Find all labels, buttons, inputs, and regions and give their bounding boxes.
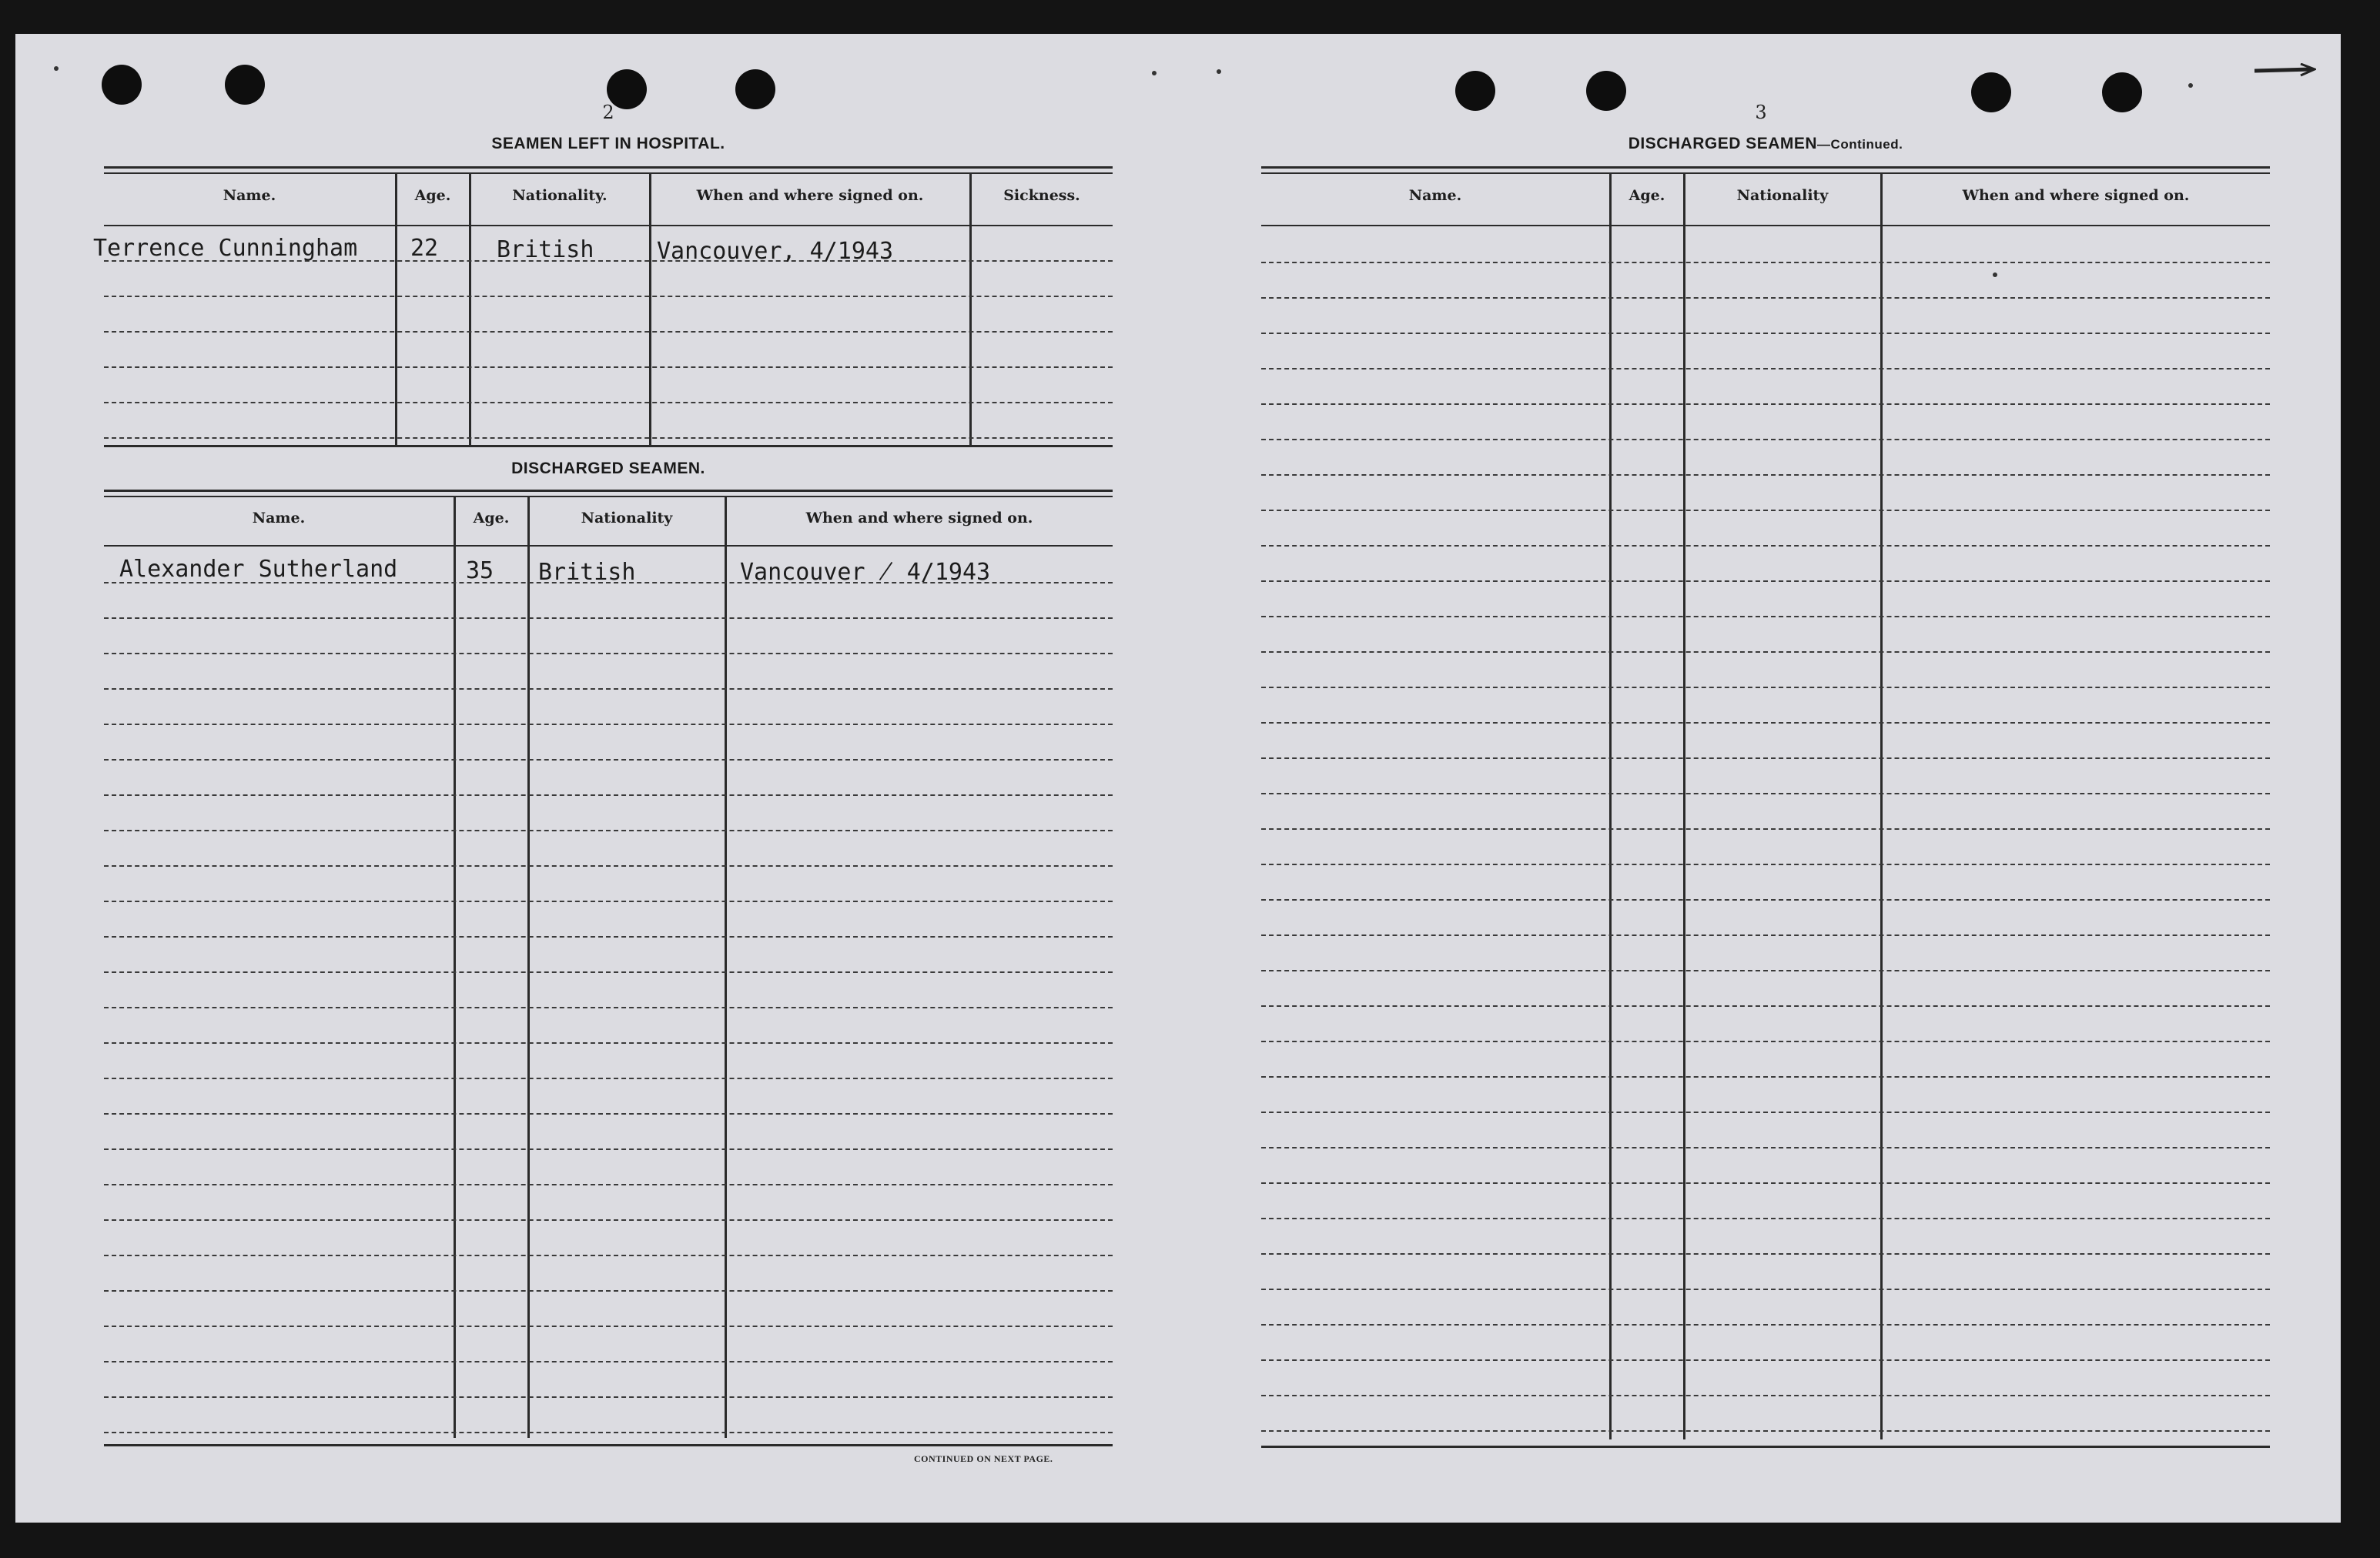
page-number-left: 2 xyxy=(602,102,614,123)
right-row-line xyxy=(1261,1112,2270,1113)
right-row-line xyxy=(1261,510,2270,511)
right-row-line xyxy=(1261,1359,2270,1361)
discharged-row-line xyxy=(104,724,1113,725)
hospital-row-line xyxy=(104,402,1113,403)
ink-speck xyxy=(1993,272,1997,277)
hospital-row-age: 22 xyxy=(410,235,439,262)
punch-hole xyxy=(1586,71,1626,111)
hospital-row-nationality: British xyxy=(497,236,594,263)
right-col-name: Name. xyxy=(1408,187,1462,204)
hospital-col-nationality: Nationality. xyxy=(512,187,608,204)
discharged-row-line xyxy=(104,1219,1113,1221)
right-top-rule-2 xyxy=(1261,172,2270,174)
hospital-col-divider xyxy=(469,174,471,445)
discharged-row-line xyxy=(104,759,1113,761)
hospital-row-line xyxy=(104,366,1113,368)
discharged-row-line xyxy=(104,1432,1113,1433)
continued-footer-note: CONTINUED ON NEXT PAGE. xyxy=(914,1453,1053,1464)
right-row-line xyxy=(1261,297,2270,299)
discharged-row-line xyxy=(104,688,1113,690)
discharged-row-line xyxy=(104,1255,1113,1256)
right-row-line xyxy=(1261,1182,2270,1184)
right-col-divider xyxy=(1683,174,1685,1439)
page-number-right: 3 xyxy=(1755,102,1767,123)
punch-hole xyxy=(1971,72,2011,112)
discharged-row-signed-on: Vancouver ̸ 4/1943 xyxy=(740,559,991,586)
right-col-age: Age. xyxy=(1629,187,1665,204)
punch-hole xyxy=(1455,71,1495,111)
right-row-line xyxy=(1261,1076,2270,1078)
discharged-col-name: Name. xyxy=(252,510,306,527)
right-row-line xyxy=(1261,1395,2270,1396)
discharged-row-line xyxy=(104,617,1113,619)
punch-hole xyxy=(2102,72,2142,112)
ink-speck xyxy=(54,66,59,71)
right-row-line xyxy=(1261,899,2270,901)
hospital-row-line xyxy=(104,437,1113,439)
discharged-row-line xyxy=(104,1326,1113,1327)
discharged-top-rule xyxy=(104,490,1113,492)
right-row-line xyxy=(1261,757,2270,759)
discharged-row-line xyxy=(104,1078,1113,1079)
right-row-line xyxy=(1261,580,2270,582)
document-sheet xyxy=(15,34,2341,1523)
hospital-section-title: SEAMEN LEFT IN HOSPITAL. xyxy=(491,135,725,152)
right-row-line xyxy=(1261,474,2270,476)
discharged-row-line xyxy=(104,653,1113,654)
discharged-row-line xyxy=(104,1007,1113,1008)
discharged-row-line xyxy=(104,1361,1113,1362)
discharged-continued-title-main: DISCHARGED SEAMEN xyxy=(1628,135,1818,152)
discharged-col-signed-on: When and where signed on. xyxy=(805,510,1033,527)
discharged-row-line xyxy=(104,1396,1113,1398)
discharged-row-line xyxy=(104,865,1113,867)
right-bottom-rule xyxy=(1261,1446,2270,1448)
right-row-line xyxy=(1261,1289,2270,1290)
discharged-col-nationality: Nationality xyxy=(581,510,673,527)
punch-hole xyxy=(102,65,142,105)
hospital-top-rule xyxy=(104,166,1113,169)
right-row-line xyxy=(1261,403,2270,405)
hospital-col-divider xyxy=(969,174,972,445)
discharged-continued-title-suffix: —Continued. xyxy=(1817,137,1903,152)
right-row-line xyxy=(1261,828,2270,830)
discharged-row-line xyxy=(104,1148,1113,1150)
right-row-line xyxy=(1261,1005,2270,1007)
right-row-line xyxy=(1261,1430,2270,1432)
right-row-line xyxy=(1261,368,2270,369)
hospital-row-line xyxy=(104,331,1113,333)
hospital-col-age: Age. xyxy=(414,187,451,204)
discharged-row-line xyxy=(104,830,1113,831)
right-col-signed-on: When and where signed on. xyxy=(1962,187,2190,204)
discharged-row-line xyxy=(104,1290,1113,1292)
right-row-line xyxy=(1261,333,2270,334)
discharged-row-line xyxy=(104,901,1113,902)
right-row-line xyxy=(1261,793,2270,794)
discharged-col-age: Age. xyxy=(473,510,510,527)
right-row-line xyxy=(1261,1041,2270,1042)
hospital-top-rule-2 xyxy=(104,172,1113,174)
discharged-row-line xyxy=(104,794,1113,796)
punch-hole xyxy=(225,65,265,105)
discharged-top-rule-2 xyxy=(104,496,1113,497)
right-col-nationality: Nationality xyxy=(1736,187,1829,204)
hospital-col-name: Name. xyxy=(223,187,276,204)
right-row-line xyxy=(1261,687,2270,688)
discharged-row-line xyxy=(104,971,1113,973)
right-row-line xyxy=(1261,864,2270,865)
right-top-rule xyxy=(1261,166,2270,169)
ink-speck xyxy=(1217,69,1221,74)
right-row-line xyxy=(1261,722,2270,724)
discharged-row-line xyxy=(104,1113,1113,1115)
ink-speck xyxy=(1152,71,1157,75)
right-row-line xyxy=(1261,970,2270,971)
right-row-line xyxy=(1261,651,2270,653)
right-header-rule xyxy=(1261,225,2270,226)
right-col-divider xyxy=(1880,174,1883,1439)
discharged-row-nationality: British xyxy=(538,559,636,586)
right-row-line xyxy=(1261,262,2270,263)
discharged-row-line xyxy=(104,936,1113,938)
discharged-section-title: DISCHARGED SEAMEN. xyxy=(511,460,705,477)
discharged-row-line xyxy=(104,1184,1113,1185)
discharged-row-name: Alexander Sutherland xyxy=(119,556,398,583)
right-row-line xyxy=(1261,1324,2270,1326)
discharged-bottom-rule xyxy=(104,1444,1113,1446)
discharged-col-divider xyxy=(725,497,727,1438)
discharged-col-divider xyxy=(527,497,530,1438)
hospital-row-signed-on: Vancouver, 4/1943 xyxy=(657,238,894,265)
ink-speck xyxy=(2188,83,2193,88)
hospital-col-divider xyxy=(395,174,397,445)
discharged-row-line xyxy=(104,1042,1113,1044)
right-row-line xyxy=(1261,439,2270,440)
right-row-line xyxy=(1261,934,2270,936)
hospital-col-sickness: Sickness. xyxy=(1003,187,1080,204)
discharged-row-age: 35 xyxy=(466,557,494,584)
hospital-header-rule xyxy=(104,225,1113,226)
discharged-header-rule xyxy=(104,545,1113,547)
right-row-line xyxy=(1261,1253,2270,1255)
right-row-line xyxy=(1261,616,2270,617)
right-row-line xyxy=(1261,1147,2270,1148)
punch-hole xyxy=(735,69,775,109)
discharged-col-divider xyxy=(454,497,456,1438)
hospital-row-line xyxy=(104,296,1113,297)
right-row-line xyxy=(1261,1218,2270,1219)
discharged-continued-title xyxy=(1261,135,2270,153)
margin-arrow-mark xyxy=(2254,63,2316,77)
hospital-col-divider xyxy=(649,174,651,445)
hospital-row-name: Terrence Cunningham xyxy=(93,235,358,262)
right-col-divider xyxy=(1609,174,1612,1439)
hospital-col-signed-on: When and where signed on. xyxy=(696,187,924,204)
hospital-bottom-rule xyxy=(104,445,1113,447)
right-row-line xyxy=(1261,545,2270,547)
